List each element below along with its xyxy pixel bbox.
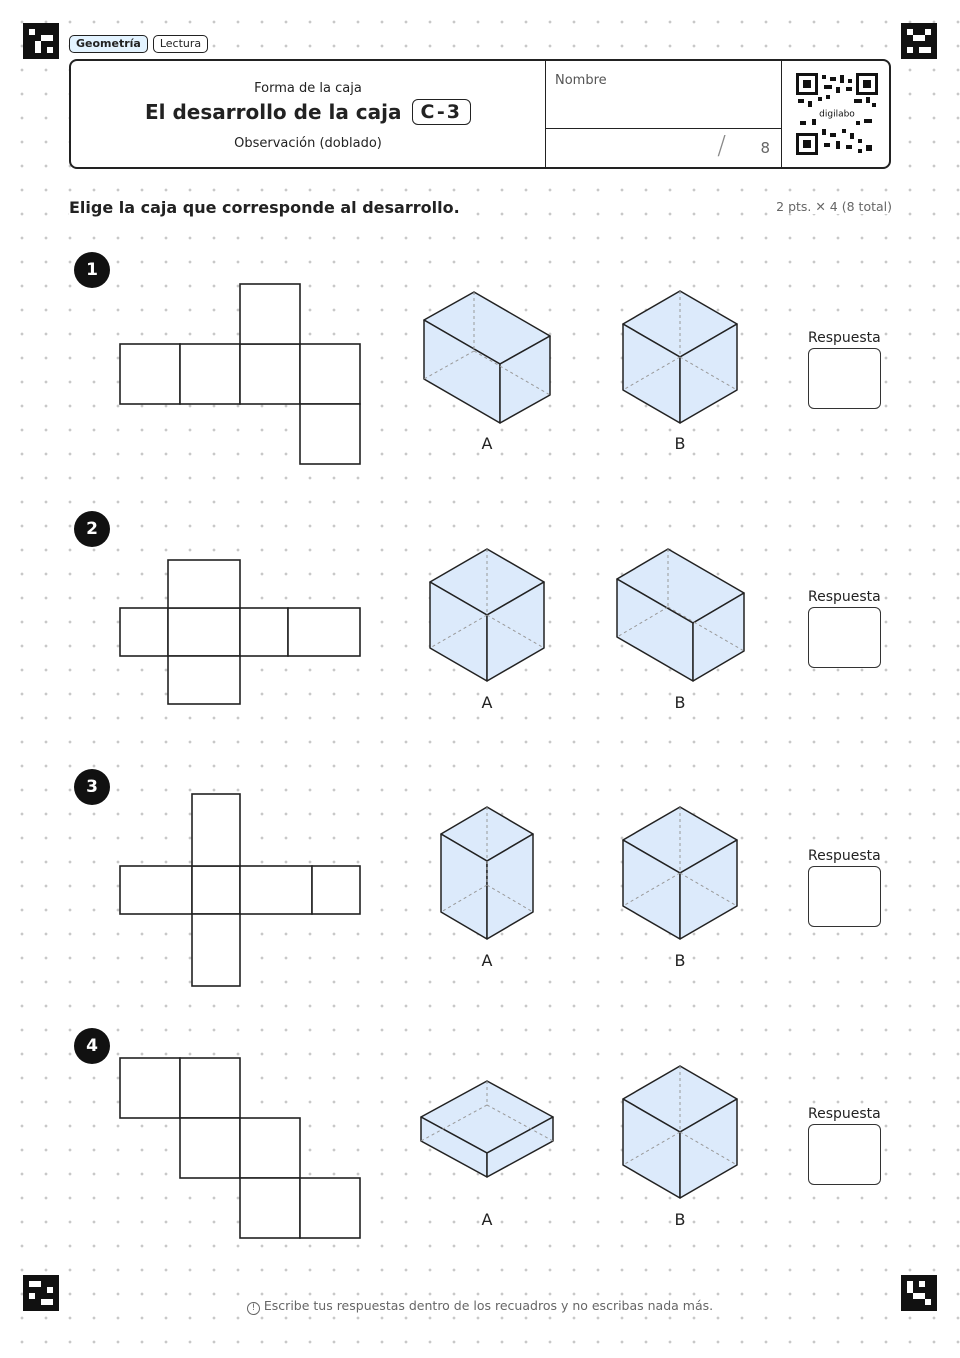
box-choice-b[interactable] [618, 1062, 744, 1204]
box-net [118, 1056, 364, 1242]
choice-label-a: A [481, 951, 493, 970]
subject-tags [69, 35, 208, 53]
answer-label: Respuesta [808, 848, 881, 864]
qr-caption: digilabo [819, 109, 855, 120]
tag-lectura: Lectura [153, 35, 208, 53]
choice-label-b: B [674, 434, 686, 453]
name-label: Nombre [555, 73, 607, 88]
answer-box[interactable] [808, 348, 881, 409]
score-area [717, 131, 770, 161]
corner-marker-top-left [23, 23, 59, 59]
box-choice-b[interactable] [618, 803, 744, 945]
qr-code-icon [796, 73, 878, 155]
box-net [118, 558, 364, 706]
choice-label-a: A [481, 693, 493, 712]
answer-label: Respuesta [808, 589, 881, 605]
instructions: Elige la caja que corresponde al desarrollo. [69, 198, 460, 217]
worksheet-subtitle: Forma de la caja [254, 81, 362, 96]
footer-note [0, 1298, 960, 1315]
score-slash: / [717, 131, 726, 161]
box-choice-b[interactable] [612, 545, 750, 687]
warning-icon: ! [247, 1302, 260, 1315]
box-net [118, 282, 364, 466]
box-choice-b[interactable] [618, 287, 744, 429]
footer-text: Escribe tus respuestas dentro de los recuadros y no escribas nada más. [263, 1298, 714, 1313]
answer-box[interactable] [808, 607, 881, 668]
question-number: 3 [74, 769, 110, 805]
answer-box[interactable] [808, 1124, 881, 1185]
box-choice-a[interactable] [425, 545, 551, 687]
worksheet-header [69, 59, 891, 169]
choice-label-b: B [674, 1210, 686, 1229]
question-number: 4 [74, 1028, 110, 1064]
corner-marker-top-right [901, 23, 937, 59]
name-divider [546, 128, 782, 129]
box-net [118, 792, 364, 988]
title-block [71, 61, 545, 167]
name-area [545, 61, 782, 167]
score-total: 8 [760, 139, 770, 157]
qr-area [781, 61, 890, 167]
box-choice-a[interactable] [418, 287, 558, 429]
tag-geometria: Geometría [69, 35, 148, 53]
points-info: 2 pts. ✕ 4 (8 total) [776, 199, 892, 214]
worksheet-title: El desarrollo de la caja [144, 100, 402, 124]
question-number: 1 [74, 252, 110, 288]
choice-label-a: A [481, 434, 493, 453]
answer-box[interactable] [808, 866, 881, 927]
worksheet-code: C-3 [412, 99, 472, 125]
answer-label: Respuesta [808, 1106, 881, 1122]
question-number: 2 [74, 511, 110, 547]
worksheet-observation: Observación (doblado) [234, 136, 382, 151]
choice-label-b: B [674, 951, 686, 970]
box-choice-a[interactable] [416, 1077, 558, 1181]
answer-label: Respuesta [808, 330, 881, 346]
box-choice-a[interactable] [436, 803, 538, 945]
choice-label-b: B [674, 693, 686, 712]
choice-label-a: A [481, 1210, 493, 1229]
